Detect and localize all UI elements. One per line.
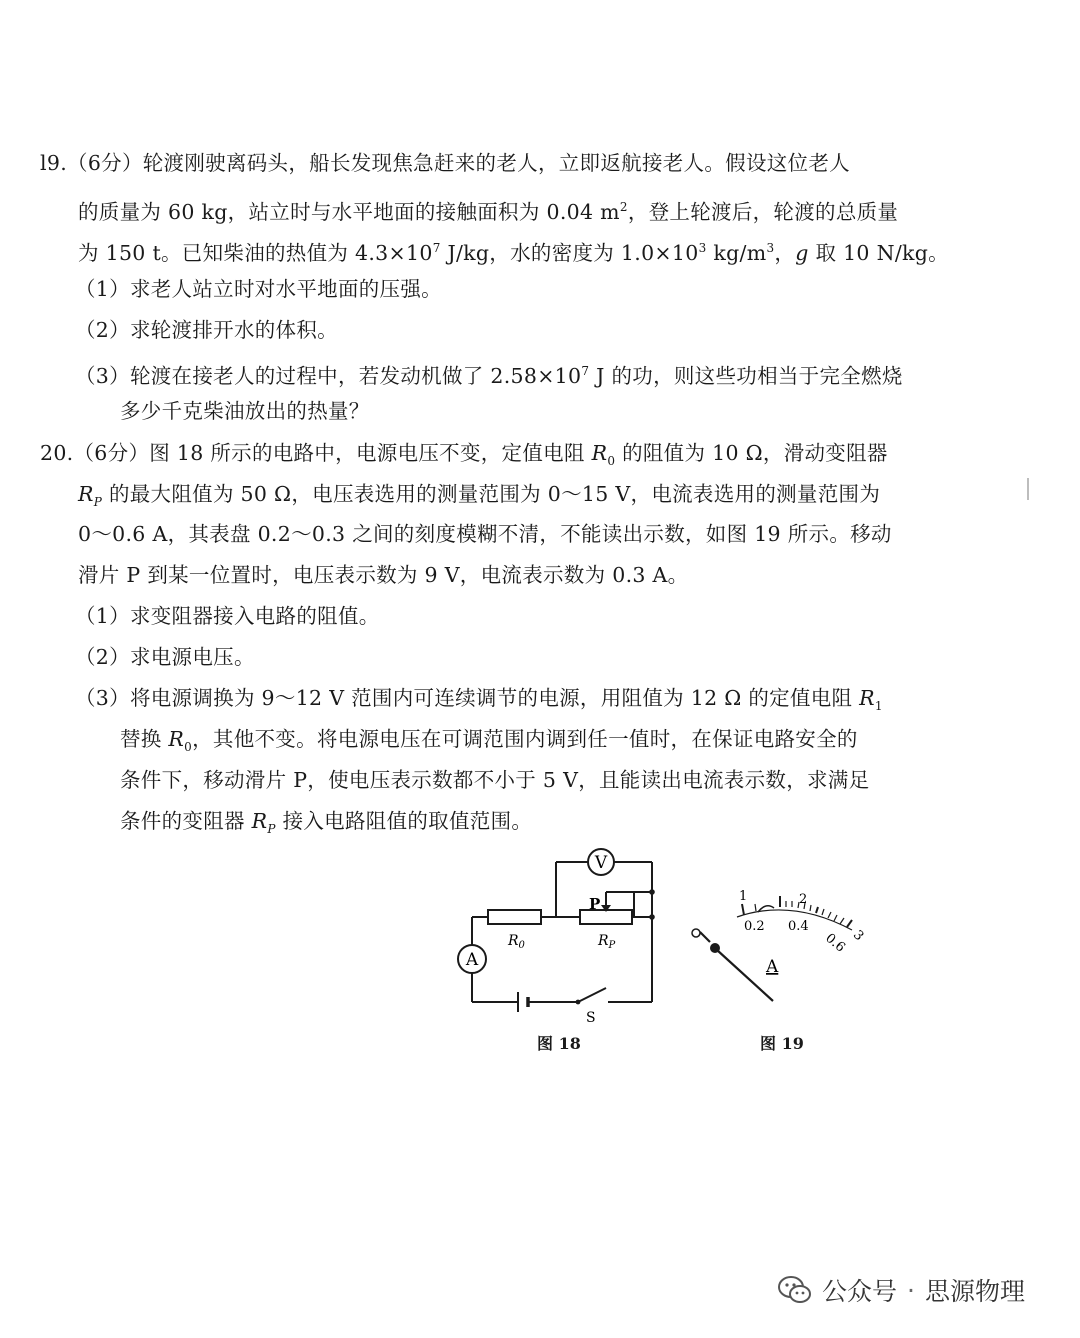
rp-label: $R_P$: [598, 933, 616, 951]
tick-minor-6: [810, 905, 811, 911]
q19-sub-3: （3）轮渡在接老人的过程中，若发动机做了 $2.58\times 10^7$ J 的功，则这些功相当于完全燃烧: [75, 363, 903, 388]
q20-sub-3-line-2: 替换 $R_0$，其他不变。将电源电压在可调范围内调到任一值时，在保证电路安全的: [120, 727, 858, 755]
figure-19-caption: 图 19: [760, 1034, 804, 1053]
figure-19-ammeter-dial: [682, 880, 882, 1010]
tick-label-2: 2: [799, 892, 808, 907]
tick-major-4: [847, 920, 852, 927]
q20-sub-3-line-3: 条件下，移动滑片 P，使电压表示数都不小于 5 V，且能读出电流表示数，求满足: [120, 768, 870, 792]
tick-minor-1: [755, 904, 756, 911]
r0-label: $R_0$: [508, 933, 525, 951]
q19-sub-2: （2）求轮渡排开水的体积。: [75, 318, 338, 342]
figure-18-caption: 图 18: [537, 1034, 581, 1053]
figure-18-circuit: [438, 842, 678, 1027]
q19-sub-3-cont: 多少千克柴油放出的热量？: [120, 399, 370, 423]
q20-line-2: $R_P$ 的最大阻值为 50 Ω，电压表选用的测量范围为 0～15 V，电流表选用的测量范围为: [78, 482, 881, 510]
junction-dot-2: [649, 914, 655, 920]
q19-line-1: l9.（6分）轮渡刚驶离码头，船长发现焦急赶来的老人，立即返航接老人。假设这位老人: [40, 151, 850, 175]
watermark: [778, 1272, 1025, 1308]
switch-label: S: [586, 1010, 596, 1026]
watermark-label: 公众号: [822, 1277, 898, 1306]
watermark-account-name: 思源物理: [924, 1277, 1025, 1306]
voltmeter-label: V: [594, 853, 608, 873]
tick-label-0-6: 0.6: [822, 930, 848, 956]
slider-label: P: [589, 895, 601, 913]
scan-mark: [1027, 478, 1029, 500]
rheostat-rp: [580, 910, 632, 924]
tick-minor-10: [840, 918, 844, 924]
q19-line-3: 为 150 t。已知柴油的热值为 $4.3\times 10^7$ J/kg，水的密度为 $1.0\times 10^3$ $kg/m^3$，g 取 10 N/kg。: [78, 240, 949, 265]
tick-minor-8: [828, 912, 831, 918]
tick-major-3: [816, 907, 818, 913]
needle-tail: [700, 932, 710, 942]
switch-blade: [578, 988, 606, 1002]
tick-label-3: 3: [849, 927, 867, 945]
tick-label-0-4: 0.4: [788, 919, 809, 934]
needle: [717, 950, 773, 1001]
q20-line-1: 20.（6分）图 18 所示的电路中，电源电压不变，定值电阻 $R_0$ 的阻值为 10 Ω，滑动变阻器: [40, 441, 888, 469]
tick-minor-9: [834, 915, 837, 921]
needle-end-ring: [692, 929, 700, 937]
tick-label-1: 1: [739, 889, 748, 904]
tick-minor-7: [822, 909, 824, 915]
q20-sub-2: （2）求电源电压。: [75, 645, 255, 669]
resistor-r0: [488, 910, 541, 924]
tick-major-1: [742, 904, 744, 915]
q20-sub-1: （1）求变阻器接入电路的阻值。: [75, 604, 380, 628]
q20-sub-3: （3）将电源调换为 9～12 V 范围内可连续调节的电源，用阻值为 12 Ω 的定值电阻 $R_1$: [75, 686, 883, 714]
q20-line-4: 滑片 P 到某一位置时，电压表示数为 9 V，电流表示数为 0.3 A。: [78, 563, 689, 587]
q19-line-2: 的质量为 60 kg，站立时与水平地面的接触面积为 0.04 $m^2$，登上轮渡后，轮渡的总质量: [78, 199, 899, 224]
watermark-separator: ·: [907, 1275, 915, 1305]
q19-sub-1: （1）求老人站立时对水平地面的压强。: [75, 277, 442, 301]
needle-pivot: [710, 943, 720, 953]
ammeter-label: A: [465, 950, 479, 970]
tick-label-0-2: 0.2: [744, 919, 765, 934]
wechat-icon: [778, 1275, 812, 1305]
junction-dot-1: [649, 889, 655, 895]
switch-pivot: [576, 1000, 581, 1005]
q20-sub-3-line-4: 条件的变阻器 $R_P$ 接入电路阻值的取值范围。: [120, 809, 533, 837]
q20-line-3: 0～0.6 A，其表盘 0.2～0.3 之间的刻度模糊不清，不能读出示数，如图 19 所示。移动: [78, 522, 892, 546]
dial-unit-label: A: [766, 957, 779, 977]
